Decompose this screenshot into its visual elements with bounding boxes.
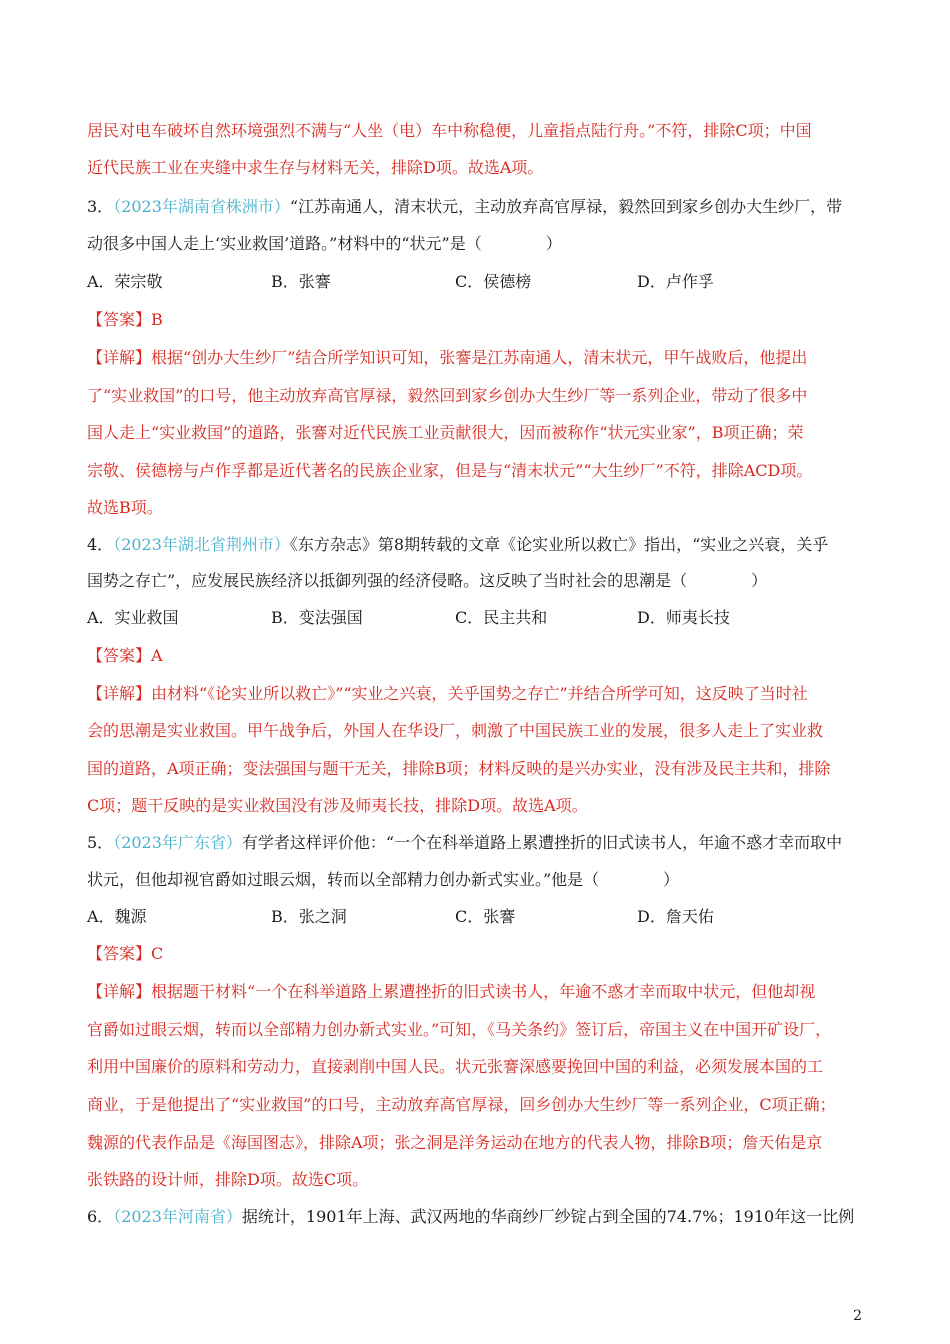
question-3-explain-line-5: 故选B项。 [87, 498, 163, 517]
question-source: （2023年广东省） [113, 833, 242, 852]
question-stem: “江苏南通人，清末状元，主动放弃高官厚禄，毅然回到家乡创办大生纱厂，带 [289, 197, 843, 216]
question-5-option-d: D．詹天佑 [637, 907, 714, 926]
question-5-answer: 【答案】C [87, 944, 164, 963]
question-source: （2023年湖北省荆州市） [113, 535, 290, 554]
question-5-option-c: C．张謇 [455, 907, 516, 926]
question-3-option-d: D．卢作孚 [637, 272, 714, 291]
question-5-stem-line-2: 状元，但他却视官爵如过眼云烟，转而以全部精力创办新式实业。”他是（ ） [87, 870, 680, 889]
explain-label: 【详解】 [87, 684, 152, 703]
question-3-answer: 【答案】B [87, 310, 163, 329]
question-4-explain-line-2: 会的思潮是实业救国。甲午战争后，外国人在华设厂，刺激了中国民族工业的发展，很多人走上了实业救 [87, 721, 824, 740]
question-5-explain-line-3: 利用中国廉价的原料和劳动力，直接剥削中国人民。状元张謇深感要挽回中国的利益，必须发展本国的工 [87, 1057, 824, 1076]
page-number: 2 [853, 1308, 862, 1324]
question-number: 6． [87, 1207, 114, 1226]
question-6-stem-line-1 [87, 1207, 867, 1227]
question-5-stem-line-1 [87, 833, 867, 853]
question-4-answer: 【答案】A [87, 646, 163, 665]
question-4-stem-line-2: 国势之存亡”，应发展民族经济以抵御列强的经济侵略。这反映了当时社会的思潮是（ ） [87, 571, 768, 590]
question-5-explain-line-5: 魏源的代表作品是《海国图志》，排除A项；张之洞是洋务运动在地方的代表人物，排除B项；詹天佑是京 [87, 1133, 823, 1152]
explain-continued-line-2: 近代民族工业在夹缝中求生存与材料无关，排除D项。故选A项。 [87, 158, 544, 177]
explain-label: 【详解】 [87, 348, 152, 367]
question-number: 3． [87, 197, 114, 216]
question-4-option-c: C．民主共和 [455, 608, 548, 627]
question-3-stem-line-2: 动很多中国人走上‘实业救国’道路。”材料中的“状元”是（ ） [87, 234, 562, 253]
explain-continued-line-1: 居民对电车破坏自然环境强烈不满与“人坐（电）车中称稳便，儿童指点陆行舟。”不符，排除C项；中国 [87, 121, 812, 140]
question-4-option-b: B．变法强国 [271, 608, 363, 627]
question-3-option-a: A．荣宗敬 [87, 272, 163, 291]
question-5-option-a: A．魏源 [87, 907, 147, 926]
question-number: 4． [87, 535, 114, 554]
question-stem: 据统计，1901年上海、武汉两地的华商纱厂纱锭占到全国的74.7%；1910年这一比例 [241, 1207, 855, 1226]
question-5-explain-line-2: 官爵如过眼云烟，转而以全部精力创办新式实业。”可知，《马关条约》签订后，帝国主义在中国开矿设厂， [87, 1020, 832, 1039]
question-4-option-a: A．实业救国 [87, 608, 179, 627]
question-5-explain-line-6: 张铁路的设计师，排除D项。故选C项。 [87, 1170, 369, 1189]
question-stem: 有学者这样评价他：“一个在科举道路上累遭挫折的旧式读书人，年逾不惑才幸而取中 [241, 833, 843, 852]
question-5-option-b: B．张之洞 [271, 907, 347, 926]
question-3-option-b: B．张謇 [271, 272, 331, 291]
question-3-explain-line-4: 宗敬、侯德榜与卢作孚都是近代著名的民族企业家，但是与“清末状元”“大生纱厂”不符，排除ACD项。 [87, 461, 813, 480]
question-3-explain-line-1 [87, 348, 867, 368]
question-4-explain-line-4: C项；题干反映的是实业救国没有涉及师夷长技，排除D项。故选A项。 [87, 796, 588, 815]
question-3-option-c: C．侯德榜 [455, 272, 532, 291]
question-number: 5． [87, 833, 114, 852]
question-stem: 《东方杂志》第8期转载的文章《论实业所以救亡》指出，“实业之兴衰，关乎 [289, 535, 829, 554]
question-4-explain-line-1 [87, 684, 867, 704]
question-4-stem-line-1 [87, 535, 867, 555]
question-4-explain-line-3: 国的道路，A项正确；变法强国与题干无关，排除B项；材料反映的是兴办实业，没有涉及民主共和，排除 [87, 759, 831, 778]
explain-text: 根据“创办大生纱厂”结合所学知识可知，张謇是江苏南通人，清末状元，甲午战败后，他提出 [151, 348, 808, 367]
question-3-stem-line-1 [87, 197, 867, 217]
question-source: （2023年河南省） [113, 1207, 242, 1226]
question-3-explain-line-3: 国人走上“实业救国”的道路，张謇对近代民族工业贡献很大，因而被称作“状元实业家”，B项正确；荣 [87, 423, 804, 442]
explain-label: 【详解】 [87, 982, 152, 1001]
question-source: （2023年湖南省株洲市） [113, 197, 290, 216]
explain-text: 由材料“《论实业所以救亡》”“实业之兴衰，关乎国势之存亡”并结合所学可知，这反映了当时社 [151, 684, 808, 703]
question-5-explain-line-1 [87, 982, 867, 1002]
question-4-option-d: D．师夷长技 [637, 608, 730, 627]
explain-text: 根据题干材料“一个在科举道路上累遭挫折的旧式读书人，年逾不惑才幸而取中状元，但他却视 [151, 982, 816, 1001]
question-5-explain-line-4: 商业，于是他提出了“实业救国”的口号，主动放弃高官厚禄，回乡创办大生纱厂等一系列企业，C项正确； [87, 1095, 836, 1114]
question-3-explain-line-2: 了“实业救国”的口号，他主动放弃高官厚禄，毅然回到家乡创办大生纱厂等一系列企业，带动了很多中 [87, 386, 808, 405]
